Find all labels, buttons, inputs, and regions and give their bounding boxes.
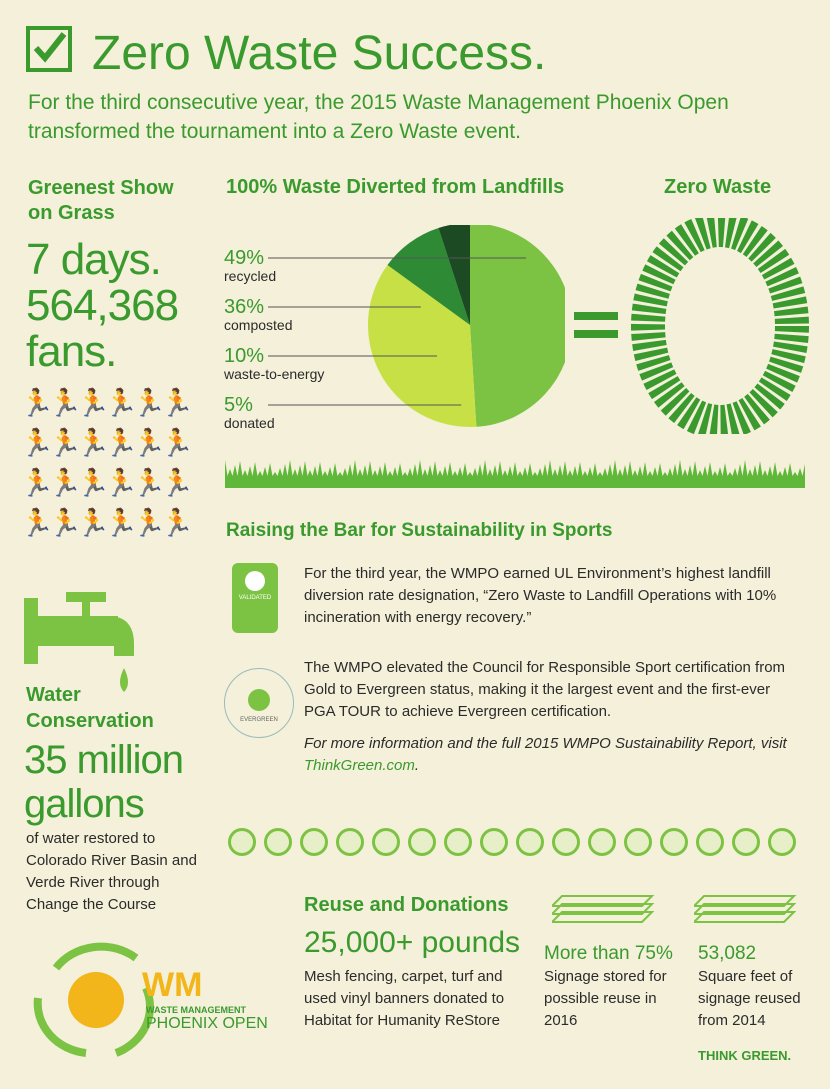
runner-icon: 🏃 [160,508,194,538]
carpet-roll-icon [480,828,508,856]
carpet-roll-icon [732,828,760,856]
council-responsible-sport-badge [224,668,294,738]
fans-count: 564,368 [26,281,179,330]
carpet-roll-icon [588,828,616,856]
pie-label-pct: 5% [224,394,253,416]
runner-icon: 🏃 [104,388,138,418]
carpet-roll-icon [408,828,436,856]
carpet-rolls-row [228,828,818,861]
runner-icon: 🏃 [132,388,166,418]
greenest-heading-line1: Greenest Show [28,177,174,199]
checkmark-icon [26,26,72,72]
runner-icon-grid [20,383,194,543]
runner-icon: 🏃 [104,468,138,498]
equals-icon [574,312,618,338]
reuse-heading: Reuse and Donations [304,894,509,916]
runner-icon: 🏃 [104,428,138,458]
carpet-roll-icon [552,828,580,856]
runner-icon: 🏃 [76,468,110,498]
greenest-heading-line2: on Grass [28,202,115,224]
runner-icon: 🏃 [76,428,110,458]
sustainability-para1: For the third year, the WMPO earned UL Environment’s highest landfill diversion rate designation, “Zero Waste to Landfill Operations with 10% incineration with energy recovery.” [304,565,777,626]
pie-label-pct: 10% [224,345,265,367]
water-heading-line1: Water [26,684,81,706]
carpet-roll-icon [696,828,724,856]
diversion-heading: 100% Waste Diverted from Landfills [226,176,565,198]
runner-icon: 🏃 [160,468,194,498]
carpet-roll-icon [624,828,652,856]
more-info-suffix: . [414,757,420,774]
runner-icon: 🏃 [48,508,82,538]
stat2-description: Square feet of signage reused from 2014 [698,968,801,1029]
reuse-pounds: 25,000+ pounds [304,926,521,959]
reuse-pounds-description: Mesh fencing, carpet, turf and used vinyl banners donated to Habitat for Humanity ReStore [304,968,505,1029]
runner-icon: 🏃 [20,508,54,538]
ul-icon [245,571,265,591]
logo-line1: WASTE MANAGEMENT [146,1005,246,1015]
carpet-roll-icon [372,828,400,856]
pie-label-category: recycled [224,268,277,284]
runner-icon: 🏃 [132,468,166,498]
runner-icon: 🏃 [132,508,166,538]
page-subtitle: For the third consecutive year, the 2015 Waste Management Phoenix Open transformed the tournament into a Zero Waste event. [28,91,729,143]
carpet-roll-icon [228,828,256,856]
fans-label: fans. [26,327,117,376]
runner-icon: 🏃 [132,428,166,458]
runner-icon: 🏃 [48,468,82,498]
carpet-roll-icon [444,828,472,856]
ul-badge-label: VALIDATED [238,595,272,601]
pie-label-category: waste-to-energy [224,366,325,382]
runner-icon: 🏃 [20,428,54,458]
carpet-roll-icon [300,828,328,856]
carpet-roll-icon [768,828,796,856]
more-info-text: For more information and the full 2015 WMPO Sustainability Report, visit [304,735,787,752]
sustainability-para2: The WMPO elevated the Council for Responsible Sport certification from Gold to Evergreen status, making it the largest event and the first-ever PGA TOUR to achieve Evergreen certification. [304,659,786,720]
runner-icon: 🏃 [20,468,54,498]
wm-logo-mark: WM [142,966,203,1004]
logo-line2: PHOENIX OPEN [146,1015,268,1032]
carpet-roll-icon [660,828,688,856]
pie-label-category: donated [224,415,275,430]
think-green-tagline: THINK GREEN. [698,1048,792,1063]
leaf-icon [248,689,270,711]
stat2-value: 53,082 [698,943,757,964]
stat1-value: More than 75% [544,943,673,964]
carpet-roll-icon [516,828,544,856]
runner-icon: 🏃 [76,388,110,418]
council-badge-label: EVERGREEN [240,717,278,723]
runner-icon: 🏃 [48,428,82,458]
water-description: of water restored to Colorado River Basin and Verde River through Change the Course [26,830,197,913]
waste-pie-chart [220,225,565,430]
sustainability-heading: Raising the Bar for Sustainability in Sports [226,520,613,541]
runner-icon: 🏃 [76,508,110,538]
runner-icon: 🏃 [20,388,54,418]
signage-stack-icon [552,886,662,926]
pie-label-category: composted [224,317,293,333]
pie-label-pct: 36% [224,296,265,318]
days-stat: 7 days. [26,235,161,284]
thinkgreen-link[interactable]: ThinkGreen.com [304,757,415,774]
water-gallons-line1: 35 million [24,738,183,782]
pie-label-pct: 49% [224,247,265,269]
water-gallons-line2: gallons [24,782,144,826]
water-heading [26,682,154,734]
grass-strip [225,454,805,488]
greenest-heading [28,176,174,226]
runner-icon: 🏃 [104,508,138,538]
pie-slice-recycled [470,225,565,427]
signage-stack-icon-2 [694,886,804,926]
stat1-description: Signage stored for possible reuse in 2016 [544,968,667,1029]
page-title: Zero Waste Success. [92,27,547,80]
zero-waste-heading: Zero Waste [664,176,772,198]
ul-validated-badge [232,563,278,633]
water-heading-line2: Conservation [26,710,154,732]
runner-icon: 🏃 [48,388,82,418]
carpet-roll-icon [336,828,364,856]
runner-icon: 🏃 [160,428,194,458]
carpet-roll-icon [264,828,292,856]
zero-icon [630,218,810,434]
runner-icon: 🏃 [160,388,194,418]
sustainability-para3 [304,733,804,777]
